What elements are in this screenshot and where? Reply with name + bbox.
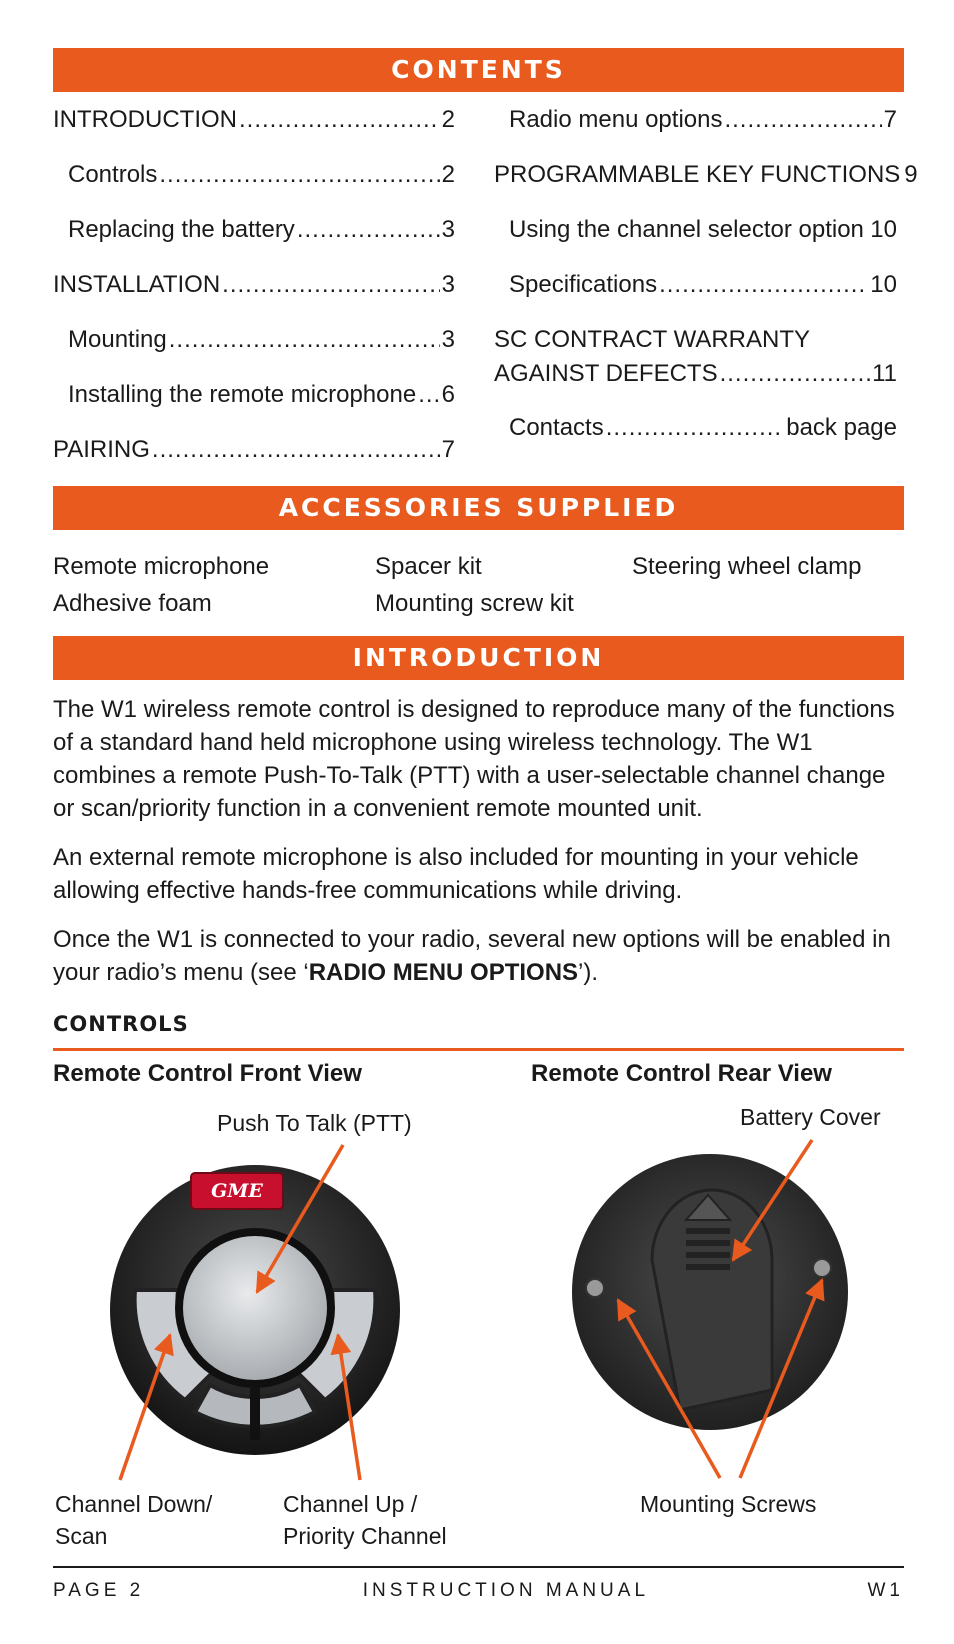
toc-entry[interactable]: Installing the remote microphone ..... 6: [53, 381, 455, 436]
accessory-item: Spacer kit: [375, 553, 482, 580]
channel-down-label: Channel Down/ Scan: [55, 1491, 213, 1549]
gme-logo: GME: [190, 1172, 284, 1210]
accessories-header: ACCESSORIES SUPPLIED: [53, 486, 904, 530]
battery-cover-label: Battery Cover: [740, 1104, 881, 1130]
model-name: W1: [867, 1580, 904, 1601]
radio-menu-options-ref: RADIO MENU OPTIONS: [308, 959, 579, 986]
manual-title: INSTRUCTION MANUAL: [362, 1580, 650, 1601]
controls-heading: CONTROLS: [53, 1012, 904, 1051]
toc-entry[interactable]: INSTALLATION ..... 3: [53, 271, 455, 326]
accessory-item: Remote microphone: [53, 553, 270, 580]
toc-entry[interactable]: PROGRAMMABLE KEY FUNCTIONS 9: [494, 161, 918, 188]
channel-up-label: Channel Up / Priority Channel: [283, 1491, 447, 1549]
page-number: PAGE 2: [53, 1580, 145, 1601]
rear-view-title: Remote Control Rear View: [531, 1060, 832, 1087]
toc-entry[interactable]: INTRODUCTION ..... 2: [53, 106, 455, 161]
accessory-item: Adhesive foam: [53, 590, 212, 617]
toc-entry[interactable]: Mounting ..... 3: [53, 326, 455, 381]
toc-entry[interactable]: Using the channel selector option ..... 10: [494, 216, 897, 271]
toc-entry[interactable]: Radio menu options ..... 7: [494, 106, 897, 161]
introduction-header: INTRODUCTION: [53, 636, 904, 680]
intro-paragraph: Once the W1 is connected to your radio, several new options will be enabled in your radio’s menu (see ‘RADIO MENU OPTIONS’).: [53, 926, 891, 986]
mounting-screws-label: Mounting Screws: [640, 1491, 817, 1517]
toc-entry[interactable]: Controls ..... 2: [53, 161, 455, 216]
intro-paragraph: An external remote microphone is also included for mounting in your vehicle allowing effective hands-free communications while driving.: [53, 844, 859, 904]
front-view-title: Remote Control Front View: [53, 1060, 362, 1087]
ptt-label: Push To Talk (PTT): [217, 1110, 412, 1136]
toc-entry[interactable]: Specifications ..... 10: [494, 271, 897, 326]
toc-entry[interactable]: Contacts ..... back page: [494, 414, 897, 469]
page-footer: [53, 1566, 904, 1602]
intro-paragraph: The W1 wireless remote control is designed to reproduce many of the functions of a standard hand held microphone using wireless technology. The W1 combines a remote Push-To-Talk (PTT) with a user-selectable channel change or scan/priority function in a convenient remote mounted unit.: [53, 696, 895, 822]
toc-entry[interactable]: Replacing the battery ..... 3: [53, 216, 455, 271]
toc-entry[interactable]: PAIRING ..... 7: [53, 436, 455, 491]
contents-header: CONTENTS: [53, 48, 904, 92]
accessory-item: Steering wheel clamp: [632, 553, 862, 580]
accessory-item: Mounting screw kit: [375, 590, 574, 617]
toc-entry[interactable]: SC CONTRACT WARRANTY AGAINST DEFECTS ..... 11: [494, 326, 897, 414]
